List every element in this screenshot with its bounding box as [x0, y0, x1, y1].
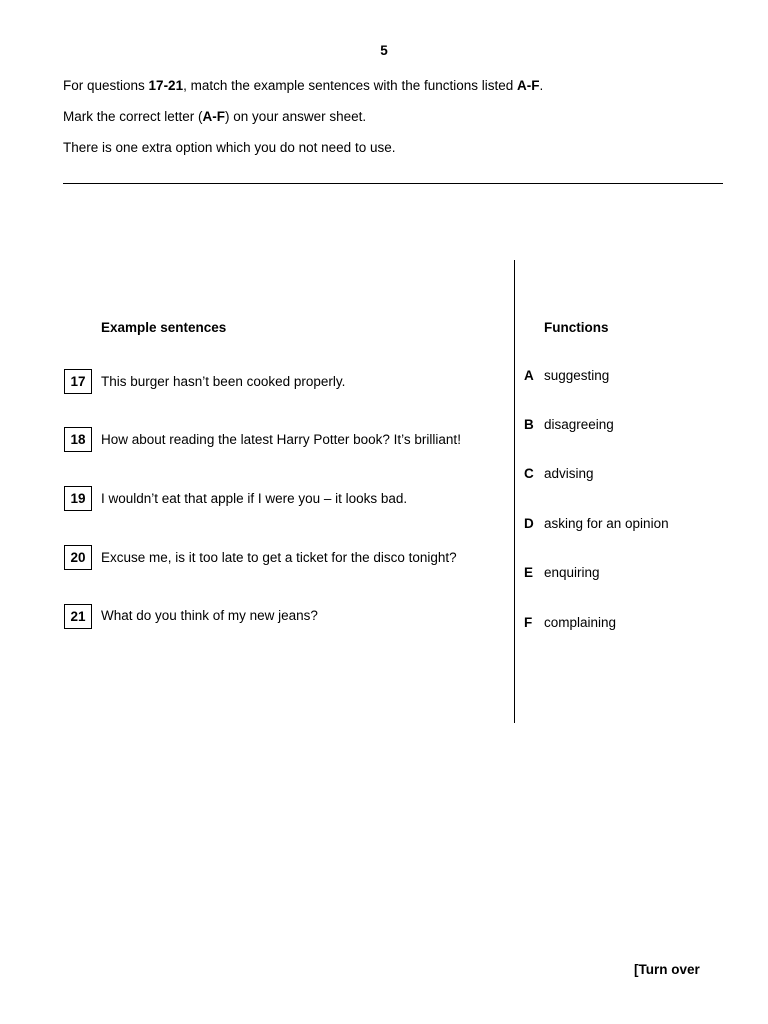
function-letter: A: [524, 368, 534, 383]
question-sentence: Excuse me, is it too late to get a ticket for the disco tonight?: [101, 550, 457, 565]
function-label: asking for an opinion: [544, 516, 669, 531]
function-letter: E: [524, 565, 534, 580]
function-label: disagreeing: [544, 417, 614, 432]
instruction-line-1: For questions 17-21, match the example sentences with the functions listed A-F.: [63, 78, 544, 93]
instruction-line-2: Mark the correct letter (A-F) on your answer sheet.: [63, 109, 367, 124]
function-label: complaining: [544, 615, 617, 630]
function-letter: C: [524, 466, 534, 481]
horizontal-divider: [63, 183, 723, 184]
functions-heading: Functions: [544, 320, 609, 335]
question-number-box: 18: [64, 427, 92, 452]
question-sentence: What do you think of my new jeans?: [101, 608, 318, 623]
question-number-box: 17: [64, 369, 92, 394]
question-sentence: This burger hasn’t been cooked properly.: [101, 374, 346, 389]
turn-over-note: [Turn over: [634, 962, 700, 977]
function-label: suggesting: [544, 368, 610, 383]
question-number-box: 19: [64, 486, 92, 511]
function-letter: B: [524, 417, 534, 432]
question-number-box: 21: [64, 604, 92, 629]
column-divider: [514, 260, 515, 723]
function-letter: D: [524, 516, 534, 531]
question-sentence: I wouldn’t eat that apple if I were you – it looks bad.: [101, 491, 408, 506]
instruction-line-3: There is one extra option which you do not need to use.: [63, 140, 396, 155]
function-label: enquiring: [544, 565, 600, 580]
page-number: 5: [380, 43, 388, 58]
question-number-box: 20: [64, 545, 92, 570]
sentences-heading: Example sentences: [101, 320, 227, 335]
question-sentence: How about reading the latest Harry Potter book? It’s brilliant!: [101, 432, 461, 447]
function-letter: F: [524, 615, 533, 630]
function-label: advising: [544, 466, 594, 481]
